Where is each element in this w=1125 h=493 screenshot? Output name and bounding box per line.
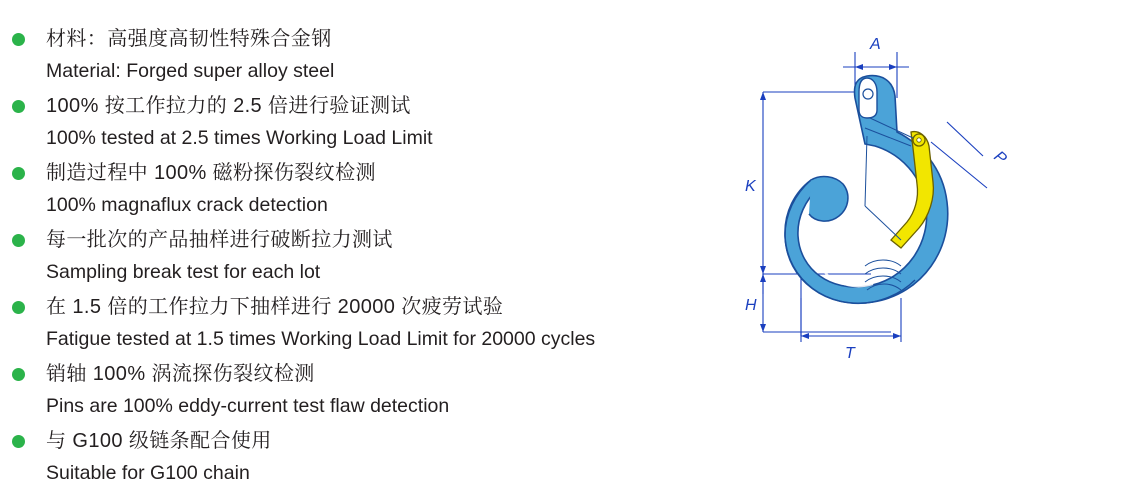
feature-text-zh: 制造过程中 100% 磁粉探伤裂纹检测 (46, 162, 376, 184)
feature-text-zh: 每一批次的产品抽样进行破断拉力测试 (46, 229, 393, 251)
list-item (10, 24, 700, 86)
feature-text-en: Fatigue tested at 1.5 times Working Load Limit for 20000 cycles (46, 328, 596, 350)
bullet-icon (12, 234, 25, 247)
dimension-label-P: P (990, 148, 1010, 168)
dimension-label-T: T (845, 345, 855, 362)
list-item (10, 426, 700, 488)
feature-text-zh: 在 1.5 倍的工作拉力下抽样进行 20000 次疲劳试验 (46, 296, 504, 318)
list-item (10, 359, 700, 421)
feature-text-en: 100% magnaflux crack detection (46, 194, 328, 216)
feature-text-zh: 销轴 100% 涡流探伤裂纹检测 (46, 363, 315, 385)
hook-body-shape (785, 76, 948, 304)
bullet-icon (12, 100, 25, 113)
feature-text-en: Material: Forged super alloy steel (46, 60, 335, 82)
list-item (10, 225, 700, 287)
feature-text-zh: 100% 按工作拉力的 2.5 倍进行验证测试 (46, 95, 411, 117)
feature-text-en: Suitable for G100 chain (46, 462, 250, 484)
feature-text-zh: 与 G100 级链条配合使用 (46, 430, 272, 452)
feature-text-en: 100% tested at 2.5 times Working Load Limit (46, 127, 433, 149)
bullet-icon (12, 301, 25, 314)
bullet-icon (12, 435, 25, 448)
hook-technical-drawing (715, 36, 1110, 366)
dimension-label-K: K (745, 178, 756, 195)
list-item (10, 158, 700, 220)
dimension-label-A: A (870, 36, 881, 53)
feature-text-en: Sampling break test for each lot (46, 261, 321, 283)
bullet-icon (12, 368, 25, 381)
list-item (10, 292, 700, 354)
feature-text-zh: 材料：高强度高韧性特殊合金钢 (46, 28, 332, 50)
list-item (10, 91, 700, 153)
feature-text-en: Pins are 100% eddy-current test flaw detection (46, 395, 450, 417)
dimension-label-H: H (745, 297, 757, 314)
feature-list (10, 24, 700, 493)
bullet-icon (12, 33, 25, 46)
bullet-icon (12, 167, 25, 180)
